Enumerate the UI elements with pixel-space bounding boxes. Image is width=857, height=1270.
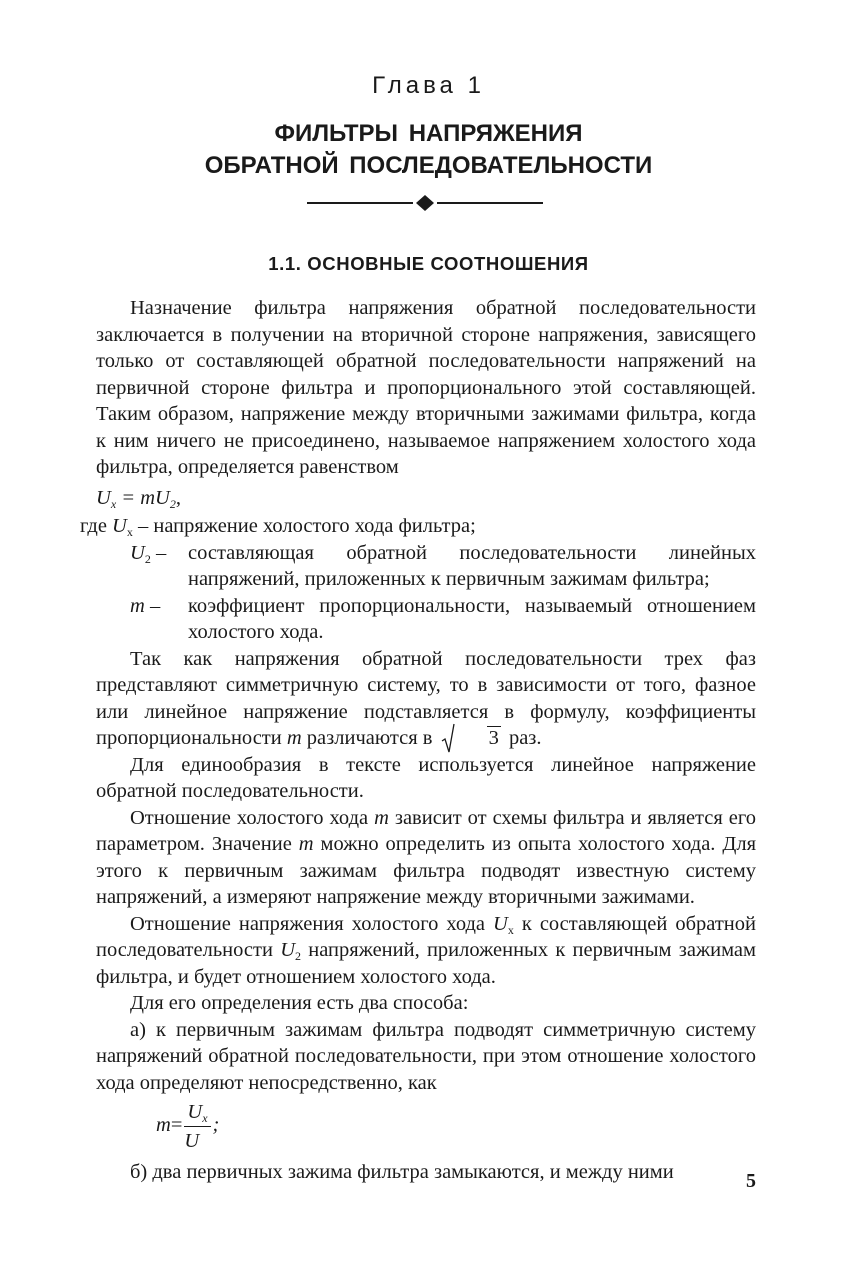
diamond-ornament-icon [307, 193, 543, 213]
body-text [80, 295, 757, 1186]
definition-item: где $U_х$ – напряжение холостого хода фильтра; [80, 515, 476, 539]
paragraph-ratio-definition: Отношение напряжения холостого хода $U_х$ к составляющей обратной последовательности $U_2$ напряжений, приложенных к первичным зажимам фильтра, и будет отношением холостого хода. [96, 912, 756, 988]
paragraph-uniformity: Для единообразия в тексте используется линейное напряжение обратной последовательности. [96, 753, 756, 802]
equation-ratio: m= $\frac{U_х}{U}$ ; [96, 1098, 756, 1155]
paragraph-symmetric-system: Так как напряжения обратной последовательности трех фаз представляют симметричную систему, то в зависимости от того, фазное или линейное напряжение подставляется в формулу, коэффициенты пропорциональности m различаются в 3 раз. [96, 646, 756, 752]
square-root: 3 [441, 725, 501, 752]
definitions-list [80, 513, 756, 646]
radical-sign-icon [441, 723, 455, 753]
paragraph-method-b: б) два первичных зажима фильтра замыкаются, и между ними [130, 1161, 674, 1183]
paragraph-ratio-parameter: Отношение холостого хода m зависит от схемы фильтра и является его параметром. Значение m можно определить из опыта холостого хода. Для этого к первичным зажимам фильтра подводят известную систему напряжений, а измеряют напряжение между вторичными зажимами. [96, 806, 757, 908]
chapter-title [0, 118, 857, 182]
section-title: 1.1. ОСНОВНЫЕ СООТНОШЕНИЯ [268, 253, 589, 274]
page-number: 5 [746, 1170, 756, 1192]
chapter-heading: Глава 1 [372, 72, 485, 99]
fraction: $\frac{U_х}{U}$ [184, 1098, 210, 1155]
paragraph-two-methods: Для его определения есть два способа: [130, 992, 469, 1014]
equation-open-circuit: $U_х = mU_2$, [96, 486, 181, 511]
paragraph-method-a: а) к первичным зажимам фильтра подводят симметричную систему напряжений обратной последовательности, при этом отношение холостого хода определяют непосредственно, как [96, 1018, 756, 1094]
definition-item: $U_2$ – составляющая обратной последовательности линейных напряжений, приложенных к первичным зажимам фильтра; [130, 541, 756, 590]
chapter-title-line-2: ОБРАТНОЙ ПОСЛЕДОВАТЕЛЬНОСТИ [204, 152, 653, 179]
paragraph-purpose: Назначение фильтра напряжения обратной последовательности заключается в получении на вторичной стороне напряжения, зависящего только от составляющей обратной последовательности напряжений на первичной стороне фильтра и пропорционального этой составляющей. Таким образом, напряжение между вторичными зажимами фильтра, когда к ним ничего не присоединено, называемое напряжением холостого хода фильтра, определяется равенством [96, 297, 756, 478]
chapter-title-line-1: ФИЛЬТРЫ НАПРЯЖЕНИЯ [274, 120, 583, 147]
definition-item: m – коэффициент пропорциональности, называемый отношением холостого хода. [130, 594, 756, 643]
